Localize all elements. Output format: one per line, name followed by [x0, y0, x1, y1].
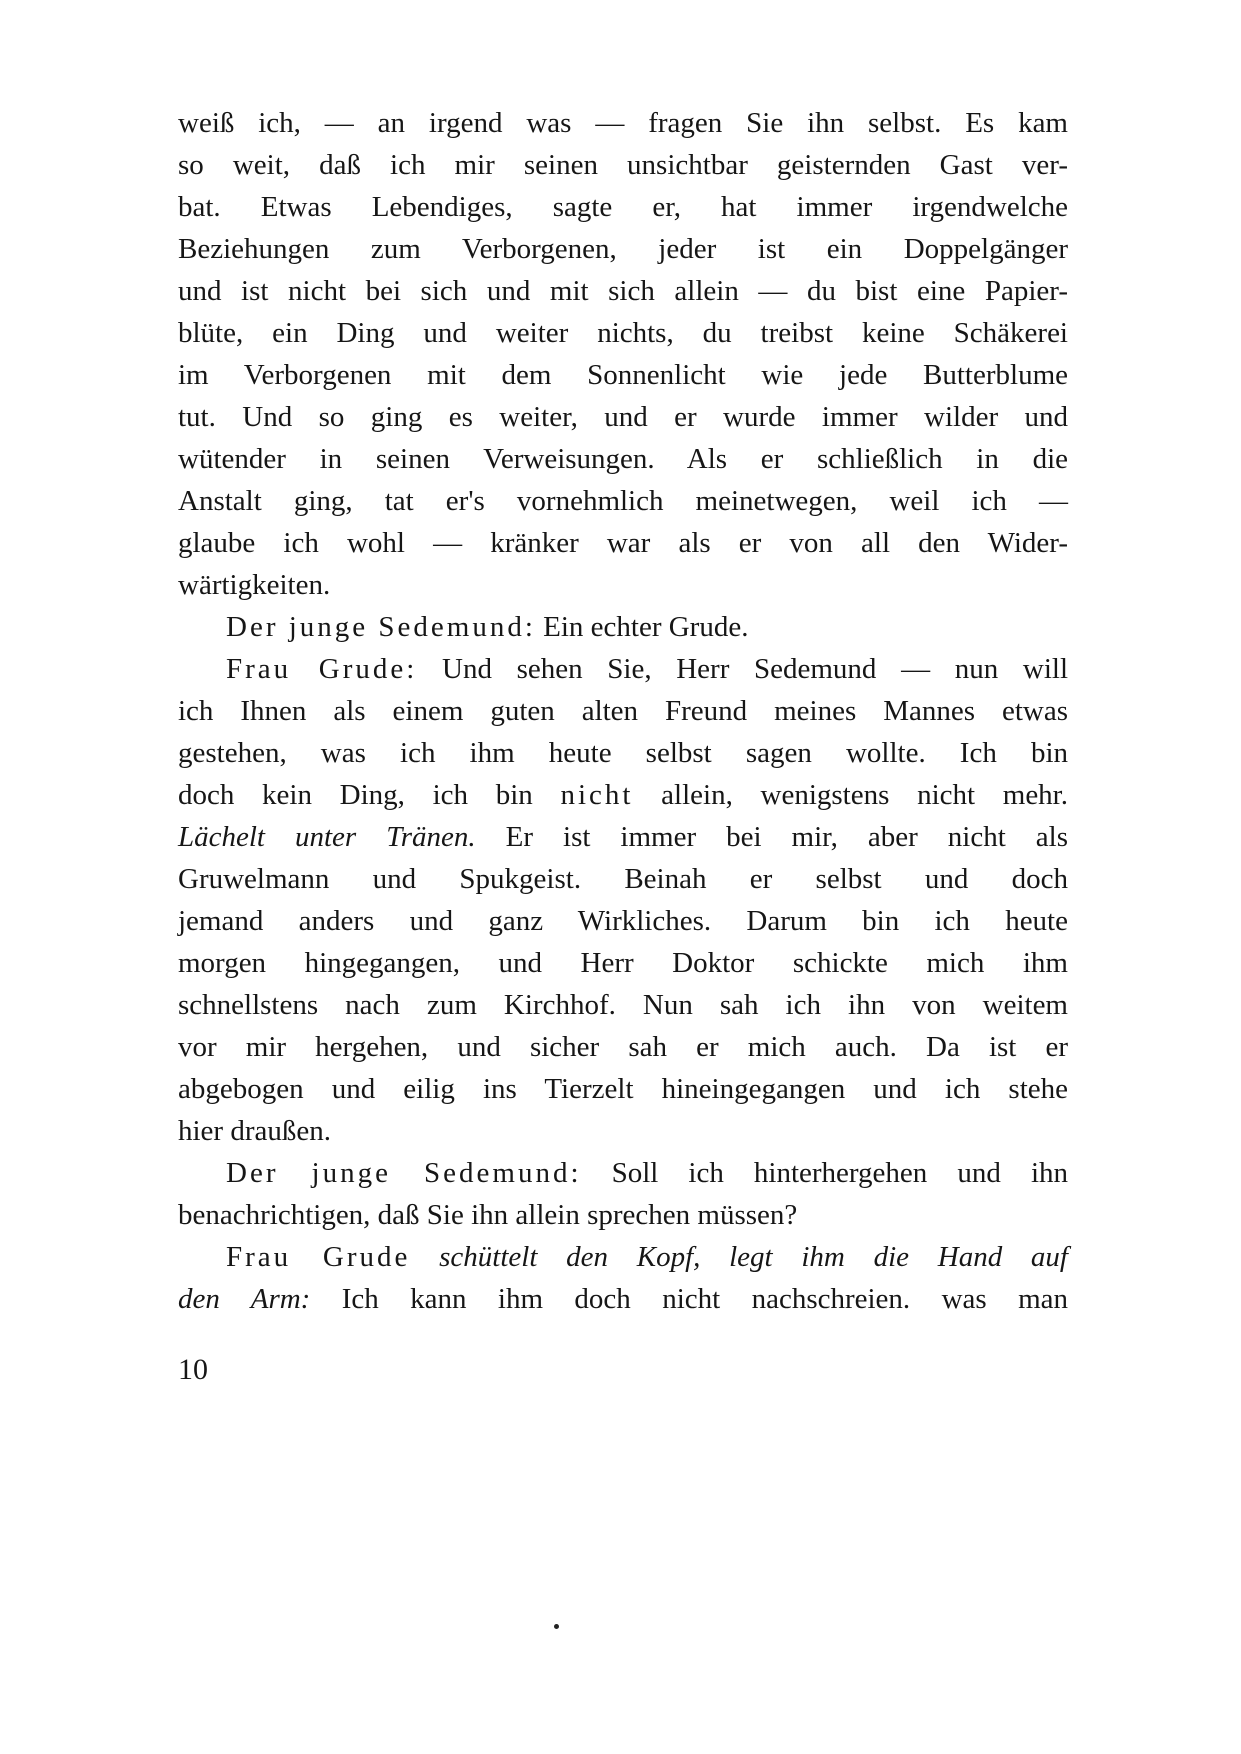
stage-direction: Lächelt unter Tränen.	[178, 821, 476, 853]
dialogue-text: Ein echter Grude.	[535, 611, 749, 643]
text-line: Anstalt ging, tat er's vornehmlich meinetwegen, weil ich —	[178, 485, 1068, 517]
text-line: so weit, daß ich mir seinen unsichtbar geisternden Gast ver-	[178, 149, 1068, 181]
text-line: wütender in seinen Verweisungen. Als er schließlich in die	[178, 443, 1068, 475]
dialogue-line	[178, 1236, 1068, 1278]
text-line: vor mir hergehen, und sicher sah er mich auch. Da ist er	[178, 1031, 1068, 1063]
text-line: im Verborgenen mit dem Sonnenlicht wie jede Butterblume	[178, 359, 1068, 391]
text-line: benachrichtigen, daß Sie ihn allein sprechen müssen?	[178, 1199, 798, 1231]
text-line: gestehen, was ich ihm heute selbst sagen wollte. Ich bin	[178, 737, 1068, 769]
text-segment: doch kein Ding, ich bin	[178, 779, 561, 811]
text-segment: Ich kann ihm doch nicht nachschreien. was man	[310, 1283, 1068, 1315]
text-line: morgen hingegangen, und Herr Doktor schickte mich ihm	[178, 947, 1068, 979]
print-speck	[554, 1624, 559, 1629]
text-line: tut. Und so ging es weiter, und er wurde immer wilder und	[178, 401, 1068, 433]
text-line: Beziehungen zum Verborgenen, jeder ist ein Doppelgänger	[178, 233, 1068, 265]
text-line: abgebogen und eilig ins Tierzelt hineingegangen und ich stehe	[178, 1073, 1068, 1105]
text-line: schnellstens nach zum Kirchhof. Nun sah ich ihn von weitem	[178, 989, 1068, 1021]
speaker-name: Frau Grude	[226, 1241, 411, 1273]
text-line	[178, 774, 1068, 816]
dialogue-text: Soll ich hinterhergehen und ihn	[581, 1157, 1068, 1189]
text-segment: Er ist immer bei mir, aber nicht als	[475, 821, 1068, 853]
dialogue-line	[178, 606, 1068, 648]
page-body-text	[178, 102, 1068, 1320]
speaker-name: Der junge Sedemund:	[226, 1157, 582, 1189]
text-line: weiß ich, — an irgend was — fragen Sie ihn selbst. Es kam	[178, 107, 1068, 139]
dialogue-line	[178, 1152, 1068, 1194]
text-segment: allein, wenigstens nicht mehr.	[633, 779, 1068, 811]
text-line: Gruwelmann und Spukgeist. Beinah er selbst und doch	[178, 863, 1068, 895]
stage-direction: den Arm:	[178, 1283, 311, 1315]
page-number: 10	[178, 1353, 208, 1386]
text-line	[178, 816, 1068, 858]
stage-direction: schüttelt den Kopf, legt ihm die Hand auf	[410, 1241, 1068, 1273]
text-line: und ist nicht bei sich und mit sich allein — du bist eine Papier-	[178, 275, 1068, 307]
text-line: glaube ich wohl — kränker war als er von all den Wider-	[178, 527, 1068, 559]
text-line: blüte, ein Ding und weiter nichts, du treibst keine Schäkerei	[178, 317, 1068, 349]
dialogue-text: Und sehen Sie, Herr Sedemund — nun will	[417, 653, 1069, 685]
text-line: hier draußen.	[178, 1115, 331, 1147]
text-line	[178, 1278, 1068, 1320]
emphasized-word: nicht	[560, 779, 634, 811]
text-line: jemand anders und ganz Wirkliches. Darum bin ich heute	[178, 905, 1068, 937]
text-line: wärtigkeiten.	[178, 569, 331, 601]
speaker-name: Der junge Sedemund:	[226, 611, 536, 643]
text-line: bat. Etwas Lebendiges, sagte er, hat immer irgendwelche	[178, 191, 1068, 223]
dialogue-line	[178, 648, 1068, 690]
text-line: ich Ihnen als einem guten alten Freund meines Mannes etwas	[178, 695, 1068, 727]
speaker-name: Frau Grude:	[226, 653, 418, 685]
